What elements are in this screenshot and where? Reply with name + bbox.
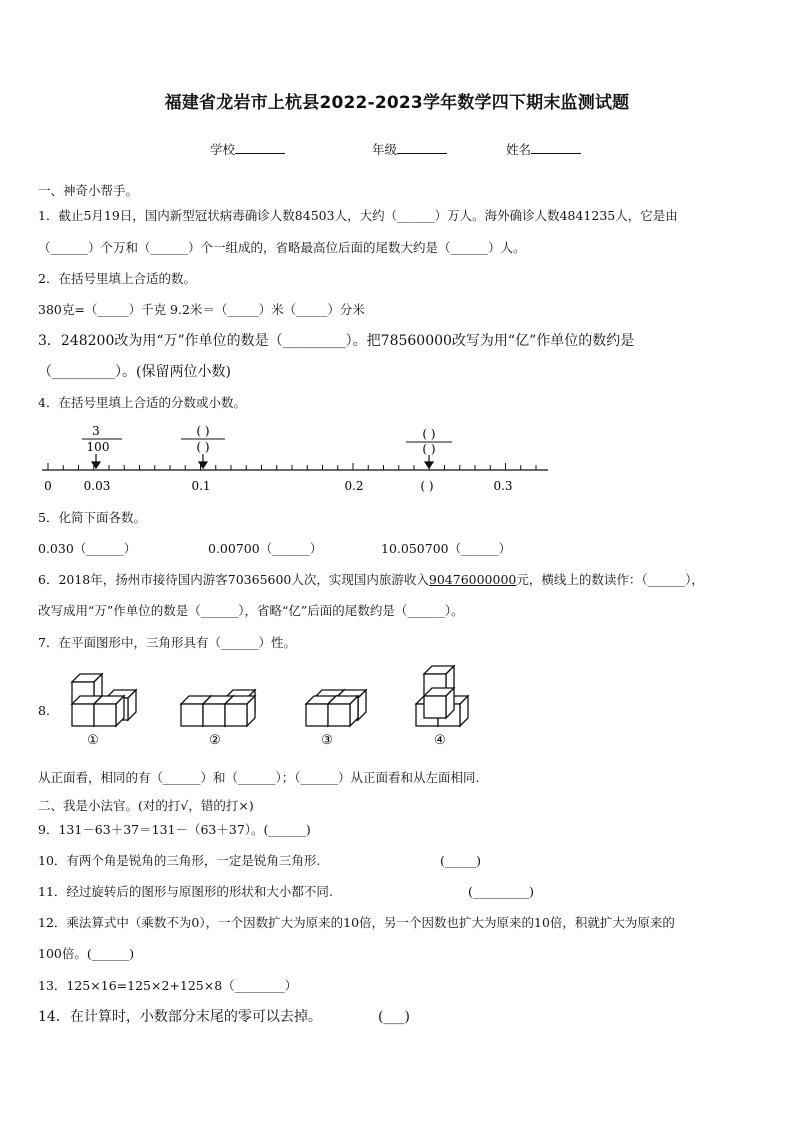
- q13: 13．125×16=125×2+125×8（________）: [38, 978, 298, 993]
- figure-label-3: ③: [321, 733, 333, 748]
- q5-line1: 5．化简下面各数。: [38, 510, 146, 525]
- tick-label-003: 0.03: [83, 479, 111, 493]
- q5-item-2: 0.00700（______）: [208, 541, 323, 556]
- section2-heading: 二、我是小法官。(对的打√，错的打×): [38, 798, 254, 813]
- section1-heading: 一、神奇小帮手。: [38, 183, 139, 198]
- figure-label-2: ②: [209, 733, 221, 748]
- tick-label-02: 0.2: [344, 479, 364, 493]
- q3-line1: 3．248200改为用“万”作单位的数是（_________）。把78560000改写为用“亿”作单位的数约是: [38, 333, 635, 349]
- figure-2: [181, 690, 255, 726]
- q12-line1: 12．乘法算式中（乘数不为0），一个因数扩大为原来的10倍，另一个因数也扩大为原来的10倍，积就扩大为原来的: [38, 915, 675, 930]
- q6-underlined-number: 90476000000: [428, 572, 517, 587]
- q1-line1: 1．截止5月19日，国内新型冠状病毒确诊人数84503人，大约（______）万人。海外确诊人数4841235人，它是由: [38, 208, 678, 223]
- fraction-blank-2-top: ( ): [422, 427, 436, 441]
- grade-field: [372, 140, 447, 158]
- q5-item-1: 0.030（______）: [38, 541, 137, 556]
- school-label: 学校: [210, 142, 236, 157]
- q6-line1-b: 元，横线上的数读作：（______），: [516, 572, 704, 587]
- q2-line1: 2．在括号里填上合适的数。: [38, 271, 196, 286]
- fraction-blank-1[interactable]: [181, 424, 225, 454]
- q14-paren[interactable]: (___): [378, 1009, 410, 1025]
- figure-label-4: ④: [434, 733, 446, 748]
- q10-paren[interactable]: (_____): [440, 853, 482, 868]
- q3-line2: （_________）。(保留两位小数): [38, 364, 231, 380]
- figure-label-1: ①: [87, 733, 99, 748]
- q6-line1-a: 6．2018年，扬州市接待国内游客70365600人次，实现国内旅游收入: [38, 572, 429, 587]
- name-label: 姓名: [506, 142, 532, 157]
- page-title: 福建省龙岩市上杭县2022-2023学年数学四下期末监测试题: [164, 93, 630, 113]
- figure-1: [72, 674, 136, 726]
- figure-labels: [87, 733, 446, 748]
- fraction-numerator: 3: [92, 424, 100, 438]
- q6-line2: 改写成用“万”作单位的数是（______），省略“亿”后面的尾数约是（______）。: [38, 603, 464, 618]
- school-blank[interactable]: [235, 140, 285, 154]
- q6-line1: [38, 572, 704, 588]
- school-field: [210, 140, 285, 158]
- fraction-blank-2-bottom: ( ): [422, 442, 436, 456]
- tick-label-blank[interactable]: ( ): [420, 479, 434, 493]
- figure-3: [306, 690, 366, 726]
- axis-ticks: [48, 463, 536, 470]
- name-field: [506, 140, 581, 158]
- q11: 11．经过旋转后的图形与原图形的形状和大小都不同.: [38, 884, 333, 899]
- fraction-denominator: 100: [86, 440, 110, 454]
- q4-line1: 4．在括号里填上合适的分数或小数。: [38, 395, 246, 410]
- q1-line2: （______）个万和（______）个一组成的，省略最高位后面的尾数大约是（______）人。: [38, 240, 526, 255]
- fraction-blank-2[interactable]: [406, 427, 452, 456]
- tick-label-01: 0.1: [191, 479, 211, 493]
- q5-item-3: 10.050700（______）: [381, 541, 512, 556]
- tick-label-03: 0.3: [493, 479, 513, 493]
- grade-blank[interactable]: [397, 140, 447, 154]
- q8-label: 8.: [38, 703, 50, 718]
- q11-paren[interactable]: (_________): [468, 884, 535, 899]
- fraction-blank-1-top: ( ): [196, 424, 210, 438]
- number-line-figure: [38, 420, 558, 500]
- grade-label: 年级: [372, 142, 398, 157]
- name-blank[interactable]: [531, 140, 581, 154]
- q7-line1: 7．在平面图形中，三角形具有（______）性。: [38, 635, 296, 650]
- figure-4: [416, 666, 468, 726]
- tick-labels: [44, 479, 512, 493]
- q12-line2: 100倍。(______): [38, 946, 135, 961]
- down-arrows: [92, 454, 433, 468]
- q9: 9．131－63＋37＝131－（63＋37）。(______): [38, 822, 311, 837]
- q10: 10．有两个角是锐角的三角形，一定是锐角三角形.: [38, 853, 321, 868]
- cube-figures: [60, 662, 480, 752]
- q8-line2: 从正面看，相同的有（______）和（______）；（______）从正面看和从左面相同.: [38, 770, 480, 785]
- q2-line2: 380克=（_____）千克 9.2米＝（_____）米（_____）分米: [38, 302, 365, 317]
- tick-label-0: 0: [44, 479, 52, 493]
- fraction-3-100: [82, 424, 122, 454]
- q14: 14．在计算时，小数部分末尾的零可以去掉。: [38, 1009, 322, 1025]
- fraction-blank-1-bottom: ( ): [196, 440, 210, 454]
